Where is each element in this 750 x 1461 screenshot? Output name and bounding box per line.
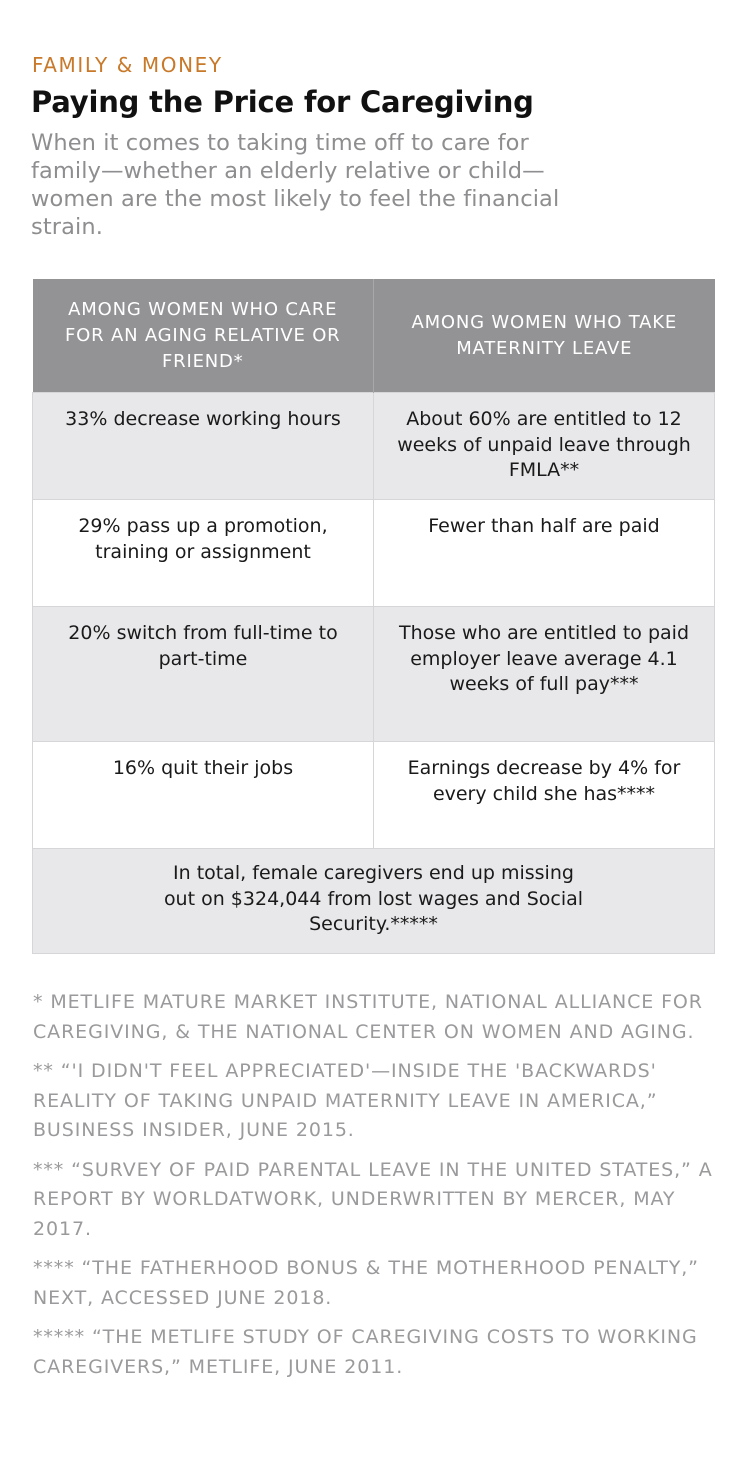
column-header-maternity-leave: AMONG WOMEN WHO TAKE MATERNITY LEAVE: [374, 279, 715, 393]
table-cell: 29% pass up a promotion, training or assignment: [33, 500, 374, 607]
dek-text: When it comes to taking time off to care for family—whether an elderly relative or child—women are the most likely to feel the financial strain.: [31, 130, 560, 240]
comparison-table: [32, 279, 715, 954]
column-header-aging-relative: AMONG WOMEN WHO CARE FOR AN AGING RELATIVE OR FRIEND*: [33, 279, 374, 393]
table-cell: About 60% are entitled to 12 weeks of unpaid leave through FMLA**: [374, 393, 715, 500]
table-cell: 20% switch from full-time to part-time: [33, 607, 374, 742]
table-cell: Those who are entitled to paid employer leave average 4.1 weeks of full pay***: [374, 607, 715, 742]
table-row: [33, 607, 715, 742]
table-cell: Fewer than half are paid: [374, 500, 715, 607]
table-cell: Earnings decrease by 4% for every child she has****: [374, 742, 715, 849]
total-cell: In total, female caregivers end up missing out on $324,044 from lost wages and Social Security.*****: [33, 849, 715, 954]
footnote: ***** “THE METLIFE STUDY OF CAREGIVING COSTS TO WORKING CAREGIVERS,” METLIFE, JUNE 2011.: [33, 1326, 698, 1378]
footnote: **** “THE FATHERHOOD BONUS & THE MOTHERHOOD PENALTY,” NEXT, ACCESSED JUNE 2018.: [33, 1257, 699, 1309]
footnote: ** “'I DIDN'T FEEL APPRECIATED'—INSIDE THE 'BACKWARDS' REALITY OF TAKING UNPAID MATERNITY LEAVE IN AMERICA,” BUSINESS INSIDER, JUNE 2015.: [33, 1060, 658, 1141]
footnote: *** “SURVEY OF PAID PARENTAL LEAVE IN THE UNITED STATES,” A REPORT BY WORLDATWORK, UNDERWRITTEN BY MERCER, MAY 2017.: [33, 1158, 713, 1240]
table-cell: 33% decrease working hours: [33, 393, 374, 500]
kicker-label: FAMILY & MONEY: [32, 53, 223, 77]
table-row: [33, 393, 715, 500]
table-row: [33, 742, 715, 849]
table-cell: 16% quit their jobs: [33, 742, 374, 849]
page-title: Paying the Price for Caregiving: [31, 85, 534, 119]
footnotes: [33, 988, 713, 1392]
table-total-row: [33, 849, 715, 954]
table-row: [33, 500, 715, 607]
footnote: * METLIFE MATURE MARKET INSTITUTE, NATIONAL ALLIANCE FOR CAREGIVING, & THE NATIONAL CENTER ON WOMEN AND AGING.: [33, 991, 703, 1043]
table-header-row: [33, 279, 715, 393]
